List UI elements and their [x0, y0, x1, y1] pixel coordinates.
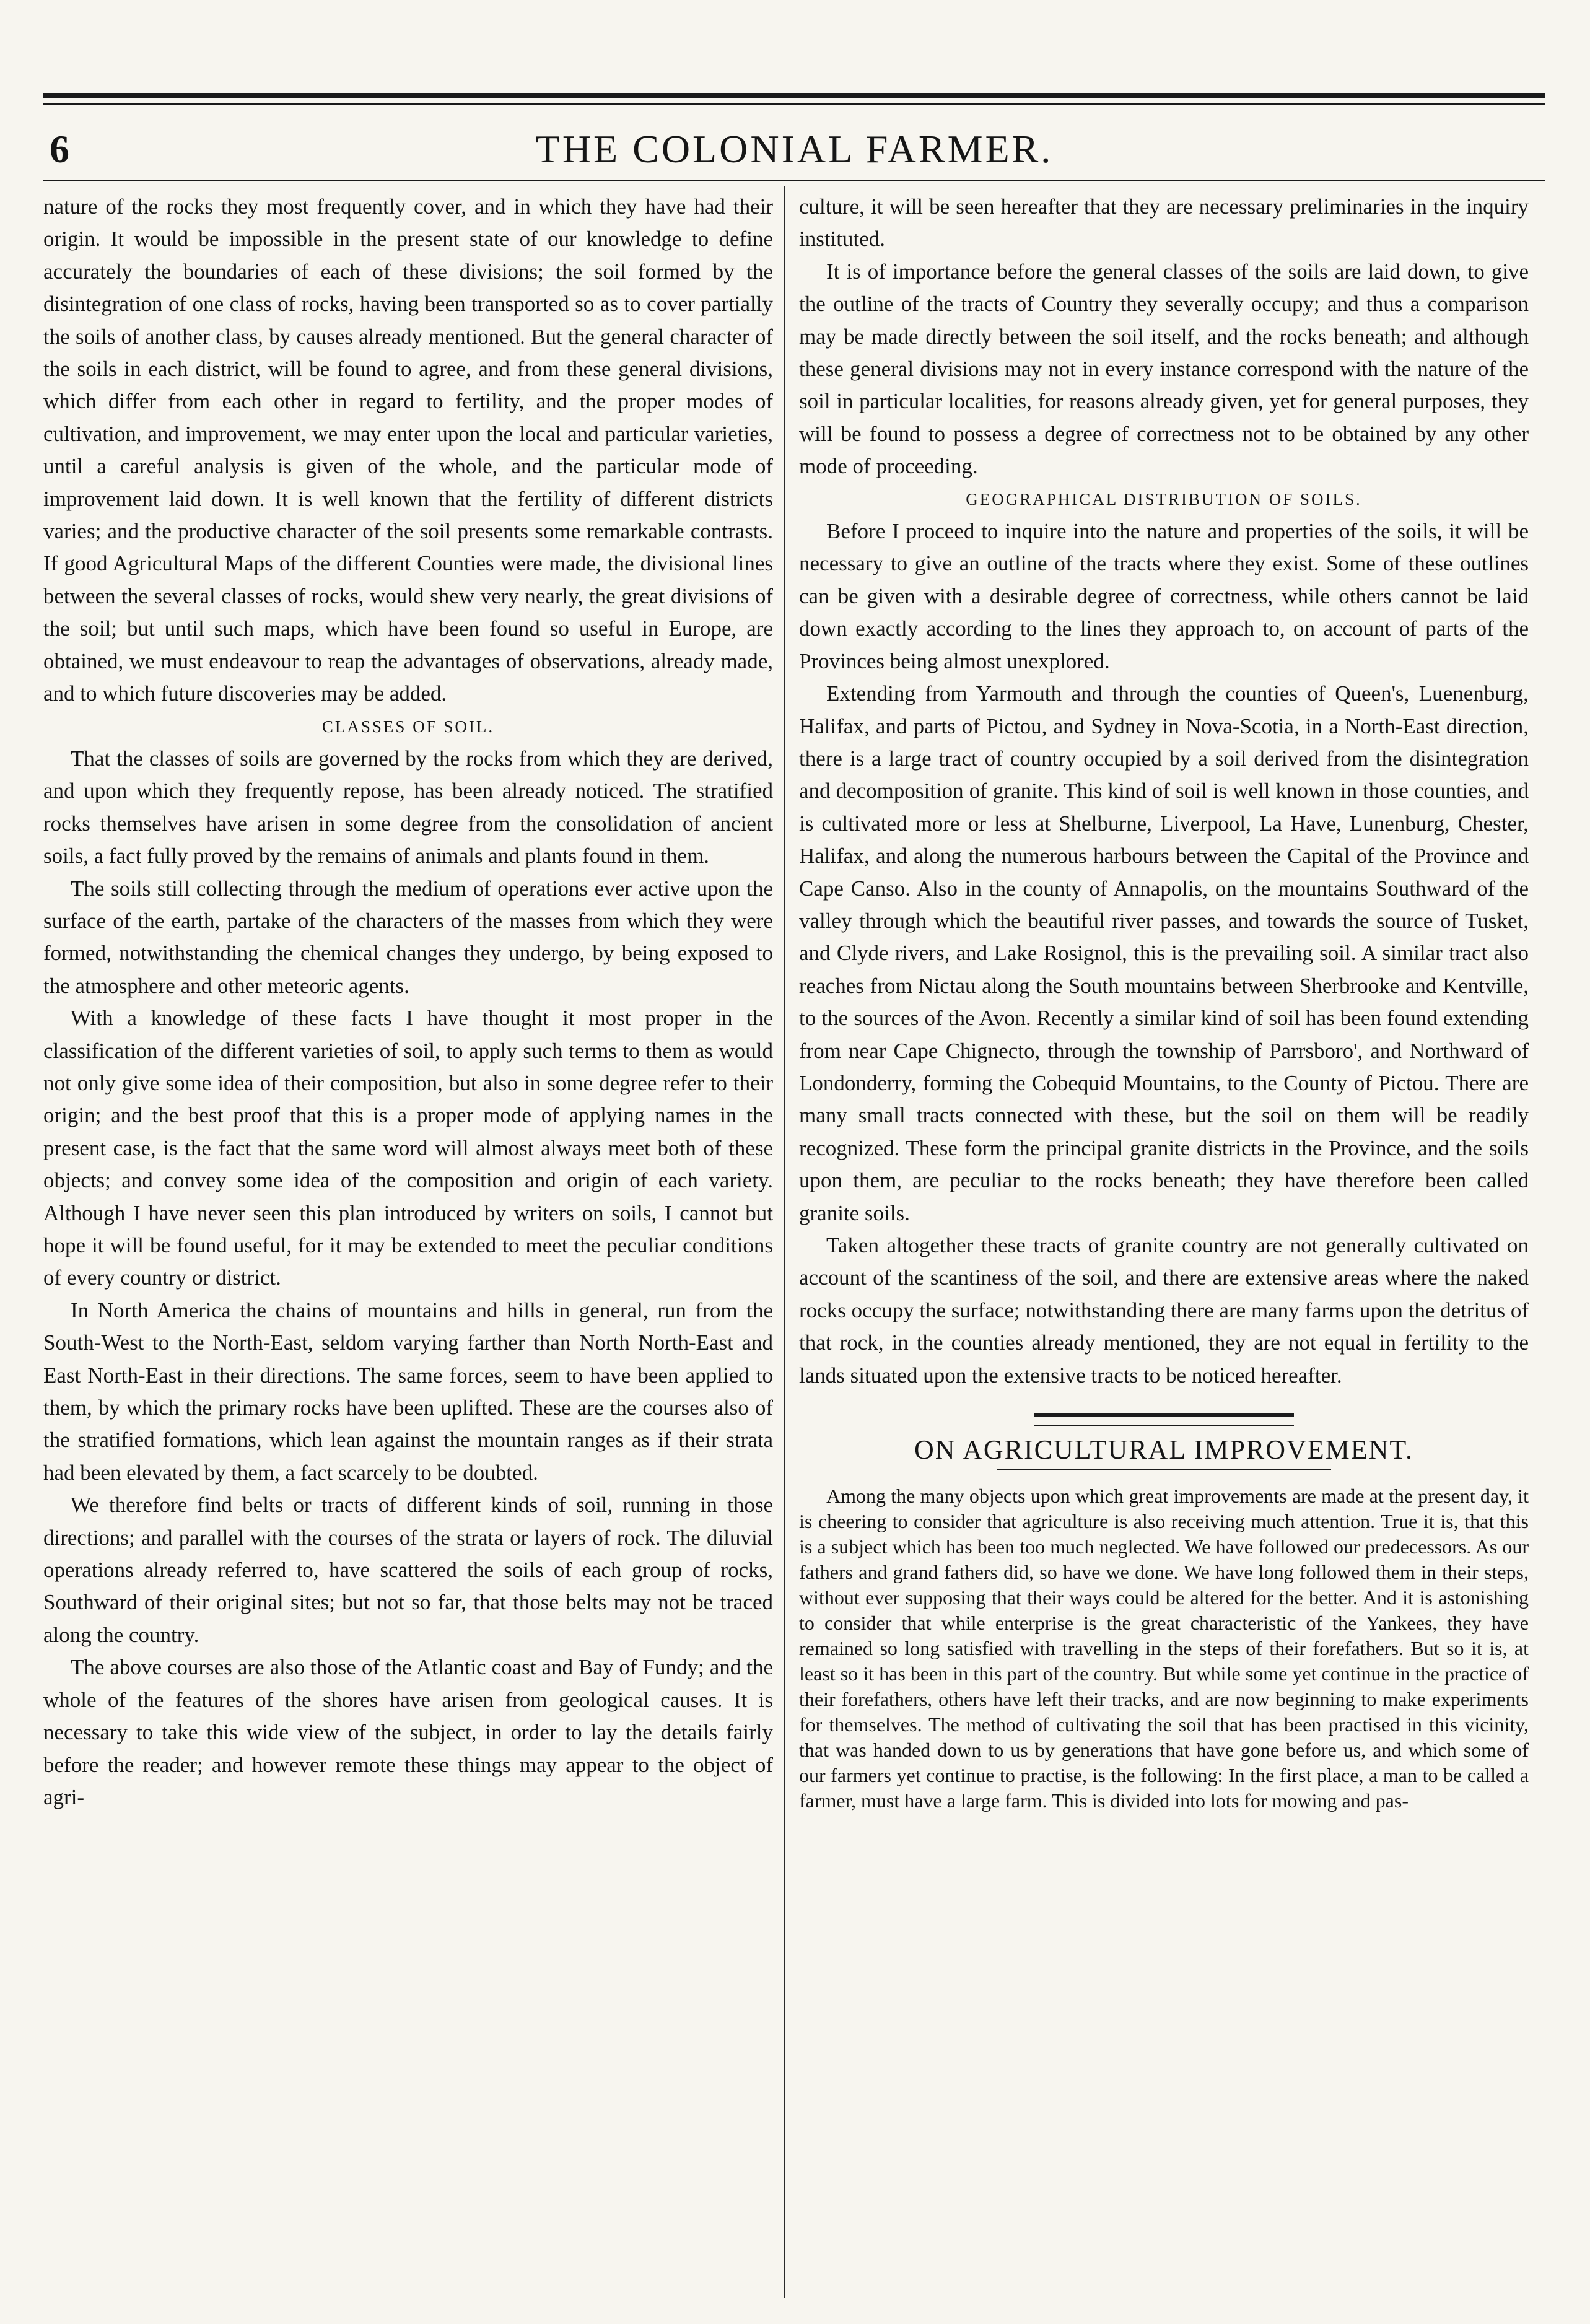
paragraph: We therefore find belts or tracts of different kinds of soil, running in those directions; and parallel with the courses of the strata or layers of rock. The diluvial operations already referred to, have scattered the soils of each group of rocks, Southward of their original sites; but not so far, that those belts may not be traced along the country. [43, 1493, 773, 1647]
paragraph: With a knowledge of these facts I have thought it most proper in the classification of the different varieties of soil, to apply such terms to them as would not only give some idea of their composition, but also in some degree refer to their origin; and the best proof that this is a proper mode of applying names in the present case, is the fact that the same word will almost always meet both of these objects; and convey some idea of the composition and origin of each variety. Although I have never seen this plan introduced by writers on soils, I cannot but hope it will be found useful, for it may be extended to meet the peculiar conditions of every country or district. [43, 1006, 773, 1290]
section-heading-geographical-distribution: GEOGRAPHICAL DISTRIBUTION OF SOILS. [966, 489, 1362, 509]
page-number: 6 [50, 127, 69, 171]
top-rule-thin [43, 103, 1545, 105]
article-separator-thick [1034, 1413, 1294, 1417]
article-separator-thin [1034, 1425, 1294, 1426]
page-header [43, 121, 1545, 177]
header-rule [43, 180, 1545, 181]
paragraph: nature of the rocks they most frequently cover, and in which they have had their origin. It would be impossible in the present state of our knowledge to define accurately the boundaries of each of these divisions; the soil formed by the disintegration of one class of rocks, having been transported so as to cover partially the soils of another class, by causes already mentioned. But the general character of the soils in each district, will be found to agree, and from these general divisions, which differ from each other in regard to fertility, and the proper modes of cultivation, and improvement, we may enter upon the local and particular varieties, until a careful analysis is given of the whole, and the particular mode of improvement laid down. It is well known that the fertility of different districts varies; and the productive character of the soil presents some remarkable contrasts. If good Agricultural Maps of the different Counties were made, the divisional lines between the several classes of rocks, would shew very nearly, the great divisions of the soil; but until such maps, which have been found so useful in Europe, are obtained, we must endeavour to reap the advantages of observations, already made, and to which future discoveries may be added. [43, 194, 773, 706]
top-rule-thick [43, 93, 1545, 98]
section-heading-classes-of-soil: CLASSES OF SOIL. [321, 717, 495, 736]
paragraph: Taken altogether these tracts of granite country are not generally cultivated on account of the scantiness of the soil, and there are extensive areas where the naked rocks occupy the surface; notwithstanding there are many farms upon the detritus of that rock, in the counties already mentioned, they are not equal in fertility to the lands situated upon the extensive tracts to be noticed hereafter. [799, 1233, 1529, 1387]
paragraph: The above courses are also those of the Atlantic coast and Bay of Fundy; and the whole of the features of the shores have arisen from geological causes. It is necessary to take this wide view of the subject, in order to lay the details fairly before the reader; and however remote these things may appear to the object of agri- [43, 1655, 773, 1809]
right-column [799, 191, 1529, 2297]
paragraph: That the classes of soils are governed by the rocks from which they are derived, and upon which they frequently repose, has been already noticed. The stratified rocks themselves have arisen in some degree from the consolidation of ancient soils, a fact fully proved by the remains of animals and plants found in them. [43, 746, 773, 868]
article-title: ON AGRICULTURAL IMPROVEMENT. [914, 1435, 1414, 1466]
paragraph: In North America the chains of mountains and hills in general, run from the South-West to the North-East, seldom varying farther than North North-East and East North-East in their directions. The same forces, seem to have been applied to them, by which the primary rocks have been uplifted. These are the courses also of the stratified formations, which lean against the mountain ranges as if their strata had been elevated by them, a fact scarcely to be doubted. [43, 1298, 773, 1485]
left-column [43, 191, 773, 2297]
paragraph: culture, it will be seen hereafter that they are necessary preliminaries in the inquiry instituted. [799, 194, 1529, 251]
paragraph: Among the many objects upon which great improvements are made at the present day, it is cheering to consider that agriculture is also receiving much attention. True it is, that this is a subject which has been too much neglected. We have followed our predecessors. As our fathers and grand fathers did, so have we done. We have long followed them in their steps, without ever supposing that their ways could be altered for the better. And it is astonishing to consider that while enterprise is the great characteristic of the Yankees, they have remained so long satisfied with travelling in the steps of their forefathers. But so it is, at least so it has been in this part of the country. But while some yet continue in the practice of their forefathers, others have left their tracks, and are now beginning to make experiments for themselves. The method of cultivating the soil that has been practised in this vicinity, that was handed down to us by generations that have gone before us, and which some of our farmers yet continue to practise, is the following: In the first place, a man to be called a farmer, must have a large farm. This is divided into lots for mowing and pas- [799, 1485, 1529, 1812]
paragraph: It is of importance before the general classes of the soils are laid down, to give the outline of the tracts of Country they severally occupy; and thus a comparison may be made directly between the soil itself, and the rocks beneath; and although these general divisions may not in every instance correspond with the nature of the soil in particular localities, for reasons already given, yet for general purposes, they will be found to possess a degree of correctness not to be obtained by any other mode of proceeding. [799, 259, 1529, 479]
article-title-rule [997, 1469, 1331, 1470]
paragraph: Extending from Yarmouth and through the counties of Queen's, Luenenburg, Halifax, and parts of Pictou, and Sydney in Nova-Scotia, in a North-East direction, there is a large tract of country occupied by a soil derived from the disintegration and decomposition of granite. This kind of soil is well known in those counties, and is cultivated more or less at Shelburne, Liverpool, La Have, Lunenburg, Chester, Halifax, and along the numerous harbours between the Capital of the Province and Cape Canso. Also in the county of Annapolis, on the mountains Southward of the valley through which the beautiful river passes, and towards the source of Tusket, and Clyde rivers, and Lake Rosignol, this is the prevailing soil. A similar tract also reaches from Nictau along the South mountains between Sherbrooke and Kentville, to the sources of the Avon. Recently a similar kind of soil has been found extending from near Cape Chignecto, through the township of Parrsboro', and Northward of Londonderry, forming the Cobequid Mountains, to the County of Pictou. There are many small tracts connected with these, but the soil on them will be readily recognized. These form the principal granite districts in the Province, and the soils upon them, are peculiar to the rocks beneath; they have therefore been called granite soils. [799, 681, 1529, 1225]
paragraph: The soils still collecting through the medium of operations ever active upon the surface of the earth, partake of the characters of the masses from which they were formed, notwithstanding the chemical changes they undergo, by being exposed to the atmosphere and other meteoric agents. [43, 876, 773, 998]
column-divider [784, 186, 785, 2298]
masthead-title: THE COLONIAL FARMER. [535, 127, 1054, 171]
paragraph: Before I proceed to inquire into the nature and properties of the soils, it will be necessary to give an outline of the tracts where they exist. Some of these outlines can be given with a desirable degree of correctness, while others cannot be laid down exactly according to the lines they approach to, on account of parts of the Provinces being almost unexplored. [799, 519, 1529, 673]
